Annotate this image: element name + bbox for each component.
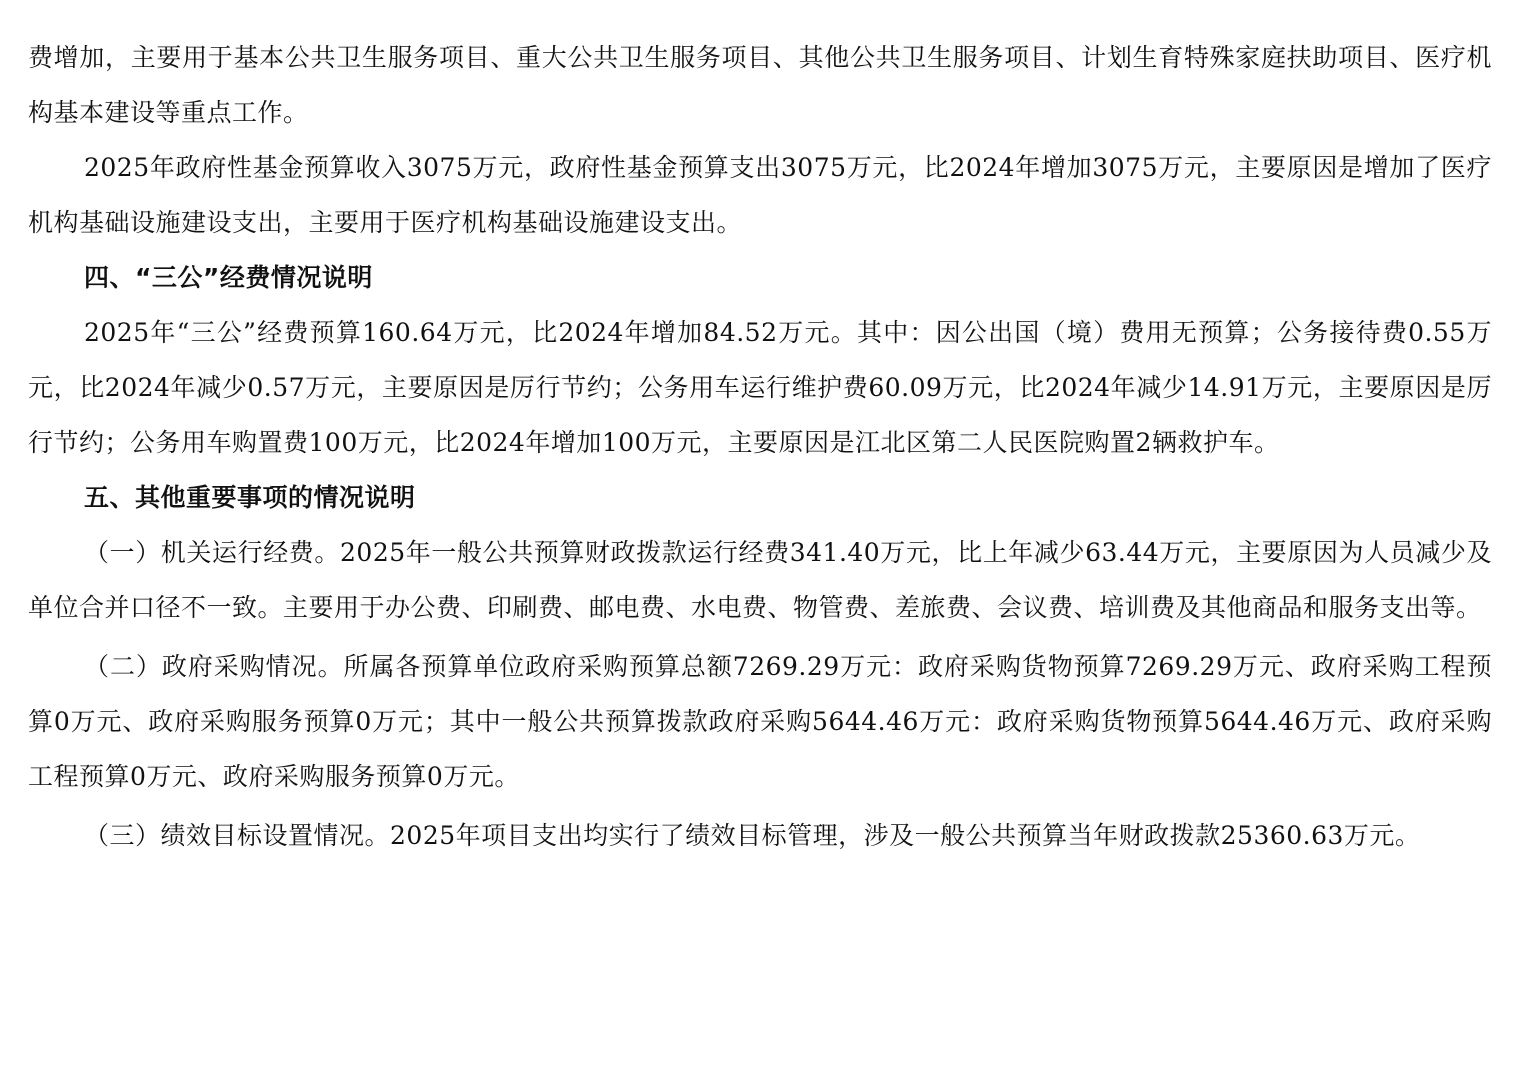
paragraph-fund-budget: 2025年政府性基金预算收入3075万元，政府性基金预算支出3075万元，比2024年增加3075万元，主要原因是增加了医疗机构基础设施建设支出，主要用于医疗机构基础设施建设支出。 xyxy=(28,153,1492,237)
paragraph-performance: （三）绩效目标设置情况。2025年项目支出均实行了绩效目标管理，涉及一般公共预算当年财政拨款25360.63万元。 xyxy=(84,821,1421,850)
document-page xyxy=(28,30,1492,863)
paragraph-operating-expense: （一）机关运行经费。2025年一般公共预算财政拨款运行经费341.40万元，比上年减少63.44万元，主要原因为人员减少及单位合并口径不一致。主要用于办公费、印刷费、邮电费、水电费、物管费、差旅费、会议费、培训费及其他商品和服务支出等。 xyxy=(28,538,1492,622)
section-heading-four: 四、“三公”经费情况说明 xyxy=(84,263,373,292)
paragraph-procurement: （二）政府采购情况。所属各预算单位政府采购预算总额7269.29万元：政府采购货物预算7269.29万元、政府采购工程预算0万元、政府采购服务预算0万元；其中一般公共预算拨款政府采购5644.46万元：政府采购货物预算5644.46万元、政府采购工程预算0万元、政府采购服务预算0万元。 xyxy=(28,652,1492,791)
paragraph-three-public: 2025年“三公”经费预算160.64万元，比2024年增加84.52万元。其中：因公出国（境）费用无预算；公务接待费0.55万元，比2024年减少0.57万元，主要原因是厉行节约；公务用车运行维护费60.09万元，比2024年减少14.91万元，主要原因是厉行节约；公务用车购置费100万元，比2024年增加100万元，主要原因是江北区第二人民医院购置2辆救护车。 xyxy=(28,318,1492,457)
section-heading-five: 五、其他重要事项的情况说明 xyxy=(84,483,416,512)
paragraph-continued: 费增加，主要用于基本公共卫生服务项目、重大公共卫生服务项目、其他公共卫生服务项目、计划生育特殊家庭扶助项目、医疗机构基本建设等重点工作。 xyxy=(28,43,1492,127)
